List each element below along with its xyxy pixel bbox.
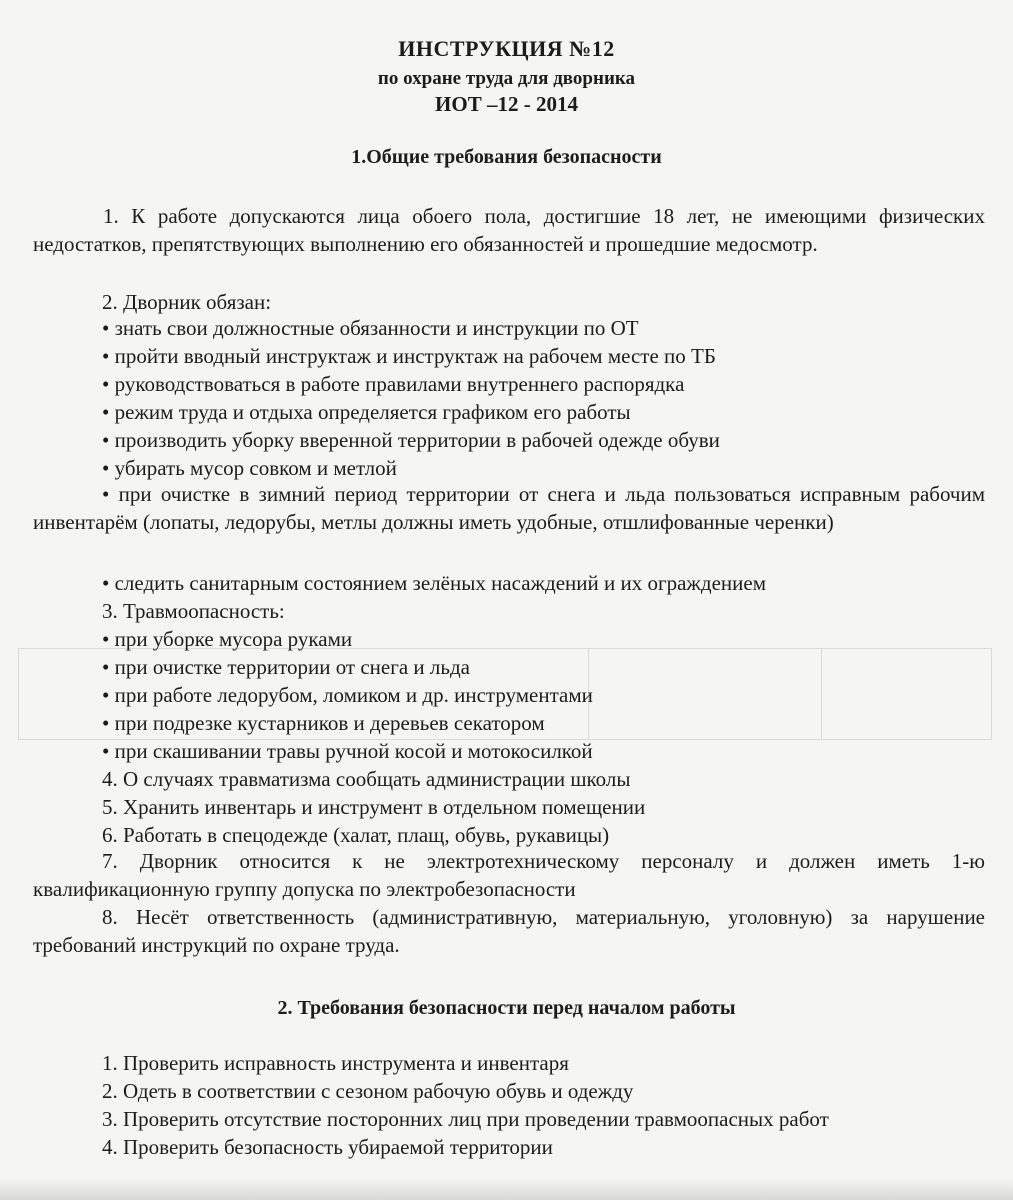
duty-list-item: • режим труда и отдыха определяется графиком его работы [102,400,631,424]
section1-item4: 4. О случаях травматизма сообщать администрации школы [102,767,631,791]
section2-list-item: 4. Проверить безопасность убираемой территории [102,1135,553,1159]
duty-list-item: • руководствоваться в работе правилами внутреннего распорядка [102,372,685,396]
section2-list-item: 2. Одеть в соответствии с сезоном рабочую обувь и одежду [102,1079,634,1103]
hazard-list-item: • при работе ледорубом, ломиком и др. инструментами [102,683,593,707]
document-code: ИОТ –12 - 2014 [435,92,578,116]
section1-item3-label: 3. Травмоопасность: [102,599,285,623]
hazard-list-item: • при уборке мусора руками [102,627,353,651]
section1-item6: 6. Работать в спецодежде (халат, плащ, обувь, рукавицы) [102,823,610,847]
section1-item1: 1. К работе допускаются лица обоего пола, достигшие 18 лет, не имеющими физических недостатков, препятствующих выполнению его обязанностей и прошедшие медосмотр. [33,204,985,256]
duty-list-item: • пройти вводный инструктаж и инструктаж на рабочем месте по ТБ [102,344,716,368]
section1-item5: 5. Хранить инвентарь и инструмент в отдельном помещении [102,795,646,819]
page-edge-shadow [0,1178,1013,1200]
section1-item2-label: 2. Дворник обязан: [102,290,272,314]
duty-list-item: • убирать мусор совком и метлой [102,456,397,480]
section2-heading: 2. Требования безопасности перед началом работы [277,997,736,1019]
duty-list-item-winter: • при очистке в зимний период территории от снега и льда пользоваться исправным рабочим инвентарём (лопаты, ледорубы, метлы должны иметь удобные, отшлифованные черенки) [33,482,985,534]
document-title: ИНСТРУКЦИЯ №12 [398,36,615,61]
section1-item8: 8. Несёт ответственность (административную, материальную, уголовную) за нарушение требований инструкций по охране труда. [33,905,985,957]
section1-item7: 7. Дворник относится к не электротехническому персоналу и должен иметь 1-ю квалификационную группу допуска по электробезопасности [33,849,985,901]
duty-list-item: • знать свои должностные обязанности и инструкции по ОТ [102,316,639,340]
duty-list-item: • следить санитарным состоянием зелёных насаждений и их ограждением [102,571,767,595]
hazard-list-item: • при скашивании травы ручной косой и мотокосилкой [102,739,593,763]
section1-heading: 1.Общие требования безопасности [351,146,662,168]
section2-list-item: 1. Проверить исправность инструмента и инвентаря [102,1051,569,1075]
document-subtitle: по охране труда для дворника [377,68,636,89]
section2-list-item: 3. Проверить отсутствие посторонних лиц при проведении травмоопасных работ [102,1107,829,1131]
hazard-list-item: • при подрезке кустарников и деревьев секатором [102,711,545,735]
duty-list-item: • производить уборку вверенной территории в рабочей одежде обуви [102,428,720,452]
hazard-list-item: • при очистке территории от снега и льда [102,655,470,679]
